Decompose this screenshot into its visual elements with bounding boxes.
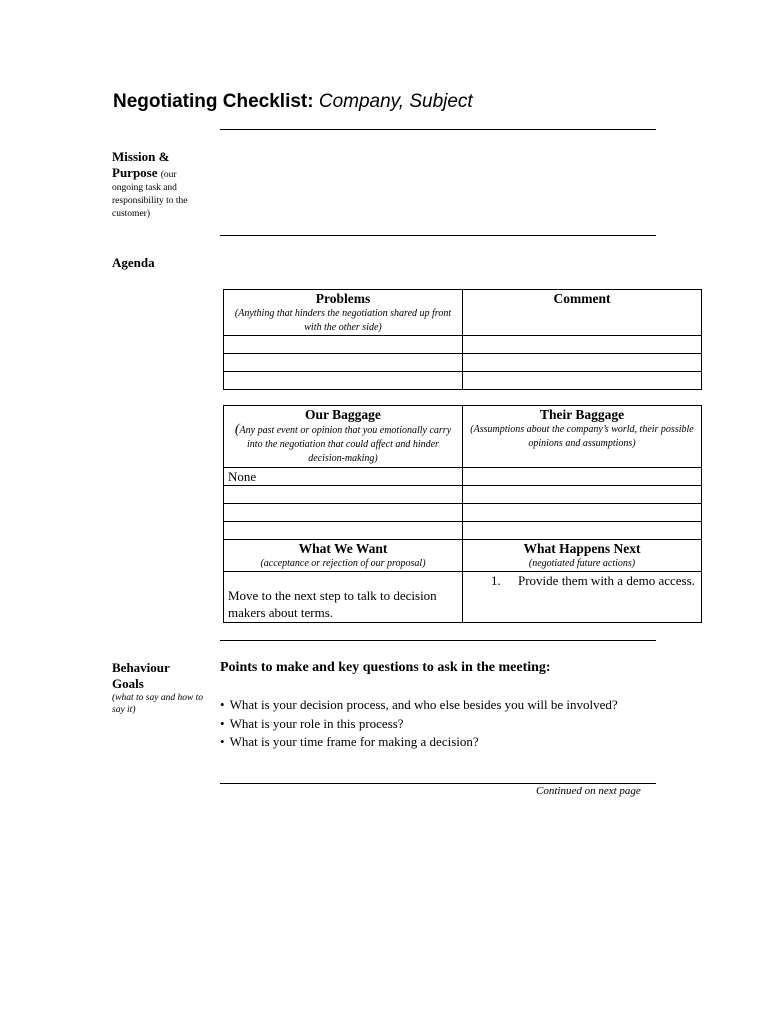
next-item-number: 1. xyxy=(491,573,501,588)
their-baggage-cell[interactable] xyxy=(463,522,702,540)
problems-header-cell xyxy=(224,290,463,336)
list-item: • What is your role in this process? xyxy=(220,715,618,734)
problems-cell[interactable] xyxy=(224,336,463,354)
what-we-want-value: Move to the next step to talk to decision makers about terms. xyxy=(228,588,437,620)
our-baggage-cell[interactable] xyxy=(224,522,463,540)
our-baggage-subtitle: (Any past event or opinion that you emotionally carry into the negotiation that could affect and hinder decision-making) xyxy=(234,422,452,464)
problems-cell[interactable] xyxy=(224,354,463,372)
what-we-want-value-cell[interactable] xyxy=(224,572,463,623)
their-baggage-cell[interactable] xyxy=(463,468,702,486)
what-we-want-subtitle: (acceptance or rejection of our proposal) xyxy=(260,558,426,569)
problems-header: Problems xyxy=(315,291,371,306)
list-item: • What is your time frame for making a decision? xyxy=(220,733,618,752)
title-italic: Company, Subject xyxy=(318,91,473,112)
comment-cell[interactable] xyxy=(463,354,702,372)
what-we-want-header: What We Want xyxy=(298,541,388,556)
comment-header: Comment xyxy=(553,291,611,306)
question-list xyxy=(220,696,618,752)
next-item-text: Provide them with a demo access. xyxy=(518,573,695,588)
comment-cell[interactable] xyxy=(463,336,702,354)
title-bold: Negotiating Checklist: xyxy=(113,91,314,112)
page-title xyxy=(113,91,473,113)
list-item: • What is your decision process, and who else besides you will be involved? xyxy=(220,696,618,715)
mission-label-line2: Purpose xyxy=(112,165,158,180)
our-baggage-cell[interactable] xyxy=(224,486,463,504)
problems-subtitle: (Anything that hinders the negotiation shared up front with the other side) xyxy=(234,308,452,333)
what-happens-next-header-cell xyxy=(463,540,702,572)
mission-note-inline: (our xyxy=(160,170,177,180)
mission-label xyxy=(112,149,216,221)
problems-cell[interactable] xyxy=(224,372,463,390)
points-title: Points to make and key questions to ask in the meeting: xyxy=(220,660,551,675)
their-baggage-header: Their Baggage xyxy=(539,407,625,422)
divider-top xyxy=(220,129,656,130)
their-baggage-cell[interactable] xyxy=(463,504,702,522)
our-baggage-header-cell xyxy=(224,406,463,468)
their-baggage-header-cell xyxy=(463,406,702,468)
what-happens-next-header: What Happens Next xyxy=(523,541,641,556)
mission-label-line1: Mission & xyxy=(112,149,170,164)
behaviour-note: (what to say and how to say it) xyxy=(112,693,204,715)
mission-note: ongoing task and responsibility to the customer) xyxy=(112,183,188,219)
continued-note: Continued on next page xyxy=(536,785,641,797)
next-item xyxy=(467,572,697,589)
comment-header-cell xyxy=(463,290,702,336)
our-baggage-value[interactable]: None xyxy=(224,468,463,486)
agenda-label: Agenda xyxy=(112,255,155,270)
behaviour-label-line1: Behaviour xyxy=(112,660,170,675)
comment-cell[interactable] xyxy=(463,372,702,390)
what-happens-next-subtitle: (negotiated future actions) xyxy=(528,558,636,569)
baggage-table xyxy=(223,405,702,623)
what-happens-next-value-cell[interactable] xyxy=(463,572,702,623)
behaviour-label xyxy=(112,660,216,716)
what-we-want-header-cell xyxy=(224,540,463,572)
divider-table xyxy=(220,640,656,641)
our-baggage-cell[interactable] xyxy=(224,504,463,522)
behaviour-label-line2: Goals xyxy=(112,676,144,691)
divider-bottom xyxy=(220,783,656,784)
divider-mission xyxy=(220,235,656,236)
our-baggage-header: Our Baggage xyxy=(305,407,381,422)
problems-table xyxy=(223,289,702,390)
their-baggage-subtitle: (Assumptions about the company’s world, their possible opinions and assumptions) xyxy=(470,424,694,449)
their-baggage-cell[interactable] xyxy=(463,486,702,504)
